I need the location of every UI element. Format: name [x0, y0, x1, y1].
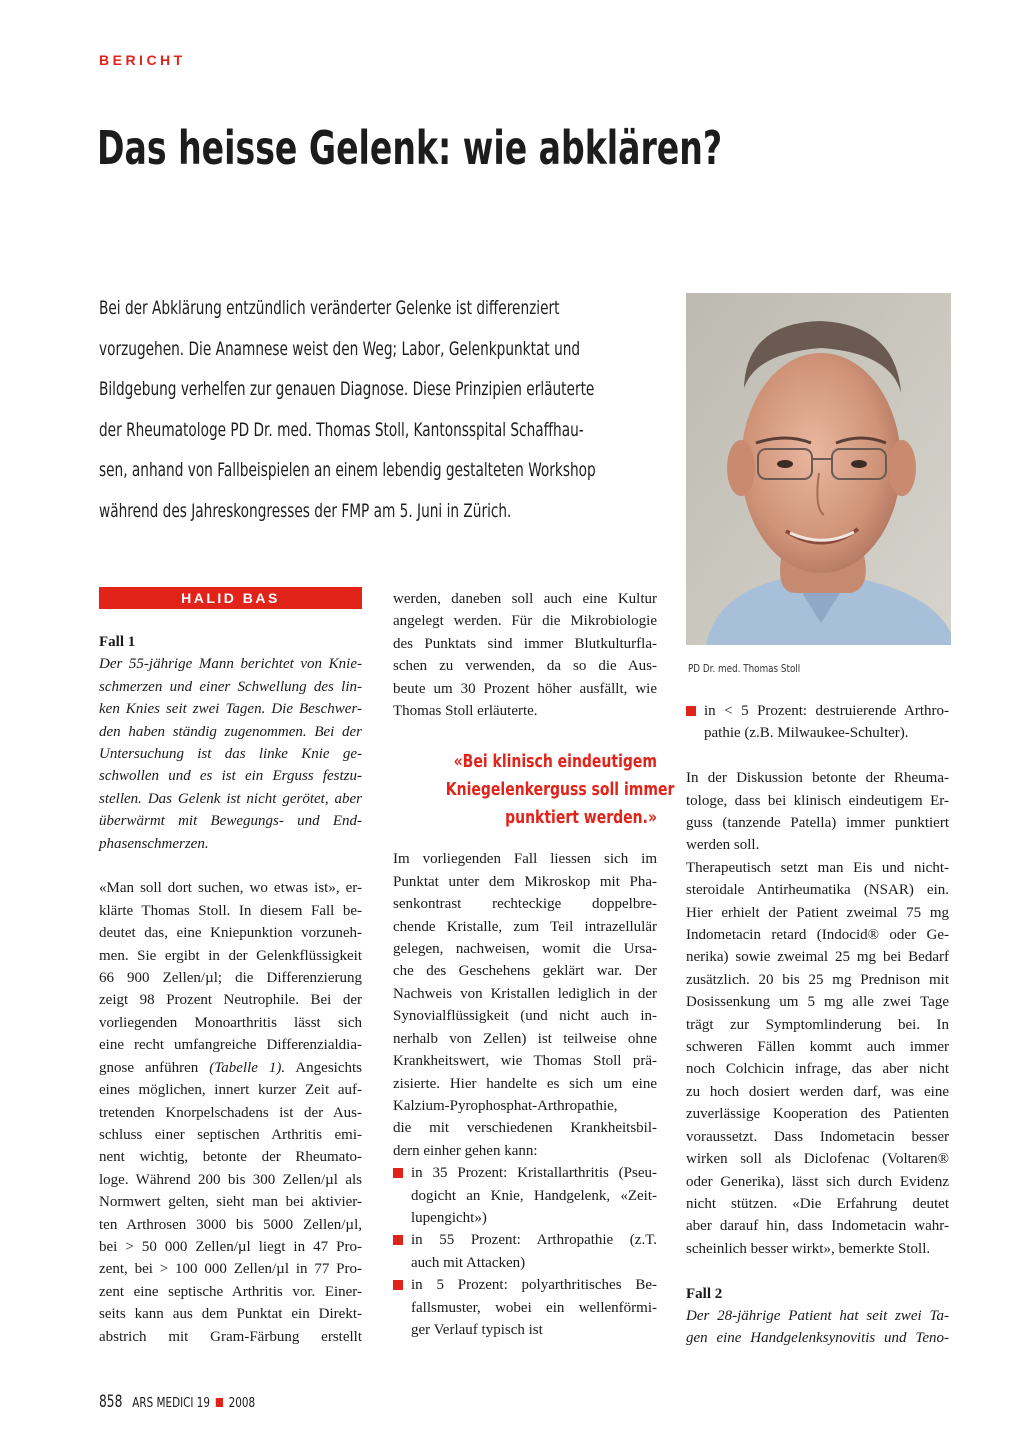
fall2-heading: Fall 2 [686, 1285, 723, 1302]
article-title: Das heisse Gelenk: wie abklären? [97, 121, 723, 175]
text-line: Therapeutisch setzt man Eis und nicht- [686, 859, 949, 876]
fall1-intro [99, 653, 362, 855]
text-line: dern einher gehen kann: [393, 1142, 538, 1159]
text-line: in 5 Prozent: polyarthritisches Be- [411, 1277, 657, 1294]
section-kicker: BERICHT [99, 52, 186, 68]
text-line: chende Kristalle, zum Teil intrazellulär [393, 918, 657, 935]
text-line: Dosissenkung um 5 mg alle zwei Tage [686, 994, 949, 1011]
lead-line: der Rheumatologe PD Dr. med. Thomas Stoll, Kantonsspital Schaffhau- [99, 418, 584, 441]
text-line: schmerzen und einer Schwellung des lin- [99, 678, 362, 695]
text-fragment: Angesichts [295, 1059, 362, 1076]
text-line: In der Diskussion betonte der Rheuma- [686, 770, 949, 787]
text-line: steroidale Antirheumatika (NSAR) ein. [686, 882, 949, 899]
column-1 [99, 631, 362, 1348]
text-line: auch mit Attacken) [411, 1254, 526, 1271]
text-line: Untersuchung ist das linke Knie ge- [99, 746, 362, 763]
text-line: voraussetzt. Dass Indometacin besser [686, 1128, 949, 1145]
text-line: werden, daneben soll auch eine Kultur [393, 591, 657, 607]
text-line: deutet das, eine Kniepunktion vorzuneh- [99, 925, 362, 942]
lead-line: vorzugehen. Die Anamnese weist den Weg; Labor, Gelenkpunktat und [99, 337, 581, 360]
text-line: vorliegenden Monoarthritis lässt sich [99, 1014, 362, 1031]
text-line: ken Knies seit zwei Tagen. Die Beschwer- [99, 701, 362, 718]
text-line: Im vorliegenden Fall liessen sich im [393, 851, 657, 868]
text-line: seits kann aus dem Punktat ein Direkt- [99, 1306, 362, 1323]
col3-discussion [686, 767, 949, 857]
text-line: nent wichtig, betonte der Rheumato- [99, 1149, 362, 1166]
portrait-illustration [686, 293, 951, 645]
quote-line: «Bei klinisch eindeutigem [453, 752, 657, 773]
fall1-body [99, 877, 362, 1348]
text-line: zu hoch dosiert werden darf, was eine [686, 1083, 949, 1100]
text-line: Krankheitswert, wie Thomas Stoll prä- [393, 1053, 657, 1070]
text-line: eines möglichen, innert kurzer Zeit auf- [99, 1082, 362, 1099]
text-line: in 35 Prozent: Kristallarthritis (Pseu- [411, 1165, 657, 1182]
photo-caption: PD Dr. med. Thomas Stoll [688, 662, 801, 675]
text-line: Kalzium-Pyrophosphat-Arthropathie, [393, 1097, 618, 1114]
text-line: überwärmt mit Bewegungs- und End- [99, 813, 362, 830]
text-line [99, 1057, 362, 1079]
text-line: Punktat unter dem Mikroskop mit Pha- [393, 873, 657, 890]
text-line: gelegen, nachweisen, womit die Ursa- [393, 941, 657, 958]
lead-line: Bildgebung verhelfen zur genauen Diagnose. Diese Prinzipien erläuterte [99, 378, 595, 400]
journal-name: ARS MEDICI 19 [132, 1396, 211, 1411]
text-line: nicht stützen. «Die Erfahrung deutet [686, 1195, 949, 1212]
text-line: schen zu verwenden, da so die Aus- [393, 658, 657, 675]
text-line: beute um 30 Prozent höher ausfällt, wie [393, 680, 657, 697]
text-line: schluss einer septischen Arthritis emi- [99, 1126, 362, 1143]
text-line: schwollen und es ist ein Erguss festzu- [99, 768, 362, 785]
lead-line: Bei der Abklärung entzündlich veränderter Gelenke ist differenziert [99, 297, 560, 319]
text-line: ger Verlauf typisch ist [411, 1321, 543, 1338]
text-line: Normwert gelten, sieht man bei aktivier- [99, 1194, 362, 1211]
text-line: Der 28-jährige Patient hat seit zwei Ta- [686, 1307, 949, 1324]
text-line: zeigt 98 Prozent Neutrophile. Bei der [99, 992, 362, 1009]
text-line: men. Sie ergibt in der Gelenkflüssigkeit [99, 947, 362, 964]
text-line: zent, bei > 100 000 Zellen/µl in 77 Pro- [99, 1261, 362, 1278]
text-fragment: gnose anführen [99, 1059, 199, 1076]
text-line: wirken soll als Diclofenac (Voltaren® [686, 1151, 949, 1168]
footer-square-icon [216, 1398, 223, 1407]
bullet-square-icon [686, 706, 696, 716]
portrait-photo [686, 293, 951, 645]
text-line: oder Generika), lässt sich durch Evidenz [686, 1173, 949, 1190]
bullet-square-icon [393, 1280, 403, 1290]
text-line: Indometacin retard (Indocid® oder Ge- [686, 927, 949, 944]
bullet-item [393, 1162, 657, 1229]
text-line: die mit verschiedenen Krankheitsbil- [393, 1120, 657, 1137]
text-line: den haben ständig zugenommen. Bei der [99, 723, 362, 740]
page-number: 858 [99, 1392, 123, 1412]
page-footer [99, 1392, 255, 1412]
lead-line: sen, anhand von Fallbeispielen an einem lebendig gestalteten Workshop [99, 459, 596, 481]
text-line: in 55 Prozent: Arthropathie (z.T. [411, 1232, 657, 1249]
text-line: aber darauf hin, dass Indometacin wahr- [686, 1218, 949, 1235]
text-line: zusätzlich. 20 bis 25 mg Prednison mit [686, 971, 949, 988]
column-2 [393, 588, 675, 1341]
text-line: werden soll. [686, 837, 760, 854]
quote-line: punktiert werden.» [505, 808, 657, 829]
text-line: nerhalb von Zellen) ist teilweise ohne [393, 1030, 657, 1047]
fall1-heading: Fall 1 [99, 634, 136, 650]
col2-top-text [393, 588, 657, 722]
bullet-square-icon [393, 1168, 403, 1178]
text-line: in < 5 Prozent: destruierende Arthro- [704, 703, 949, 719]
col3-therapy [686, 857, 949, 1260]
text-line: dogicht an Knie, Handgelenk, «Zeit- [411, 1187, 657, 1204]
text-line: noch Colchicin infrage, das aber nicht [686, 1061, 949, 1078]
text-line: Synovialflüssigkeit (und nicht auch in- [393, 1008, 657, 1025]
text-line: tologe, dass bei klinisch eindeutigem Er- [686, 792, 949, 809]
text-line: Hier erhielt der Patient zweimal 75 mg [686, 904, 949, 921]
text-line: bei > 50 000 Zellen/µl liegt in 47 Pro- [99, 1238, 362, 1255]
quote-line: Kniegelenkerguss soll immer [445, 780, 675, 801]
text-line: zuverlässige Kooperation des Patienten [686, 1106, 949, 1123]
text-line: stellen. Das Gelenk ist nicht gerötet, aber [99, 790, 362, 807]
text-line: schweren Fällen kommt auch immer [686, 1039, 949, 1056]
bullet-item [686, 700, 949, 745]
fall2-intro [686, 1305, 949, 1350]
text-line: pathie (z.B. Milwaukee-Schulter). [704, 725, 909, 742]
column-3 [686, 700, 949, 1350]
text-line: loge. Während 200 bis 300 Zellen/µl als [99, 1171, 362, 1188]
journal-year: 2008 [228, 1396, 256, 1411]
text-line: guss (tanzende Patella) immer punktiert [686, 815, 949, 832]
text-line: Thomas Stoll erläuterte. [393, 703, 538, 720]
text-line: tretenden Knorpelschadens ist der Aus- [99, 1104, 362, 1121]
text-line: klärte Thomas Stoll. In diesem Fall be- [99, 902, 362, 919]
bullet-item [393, 1274, 657, 1341]
table-reference: (Tabelle 1). [209, 1059, 286, 1076]
text-line: lupengicht») [411, 1209, 487, 1226]
text-line: gen eine Handgelenksynovitis und Teno- [686, 1330, 949, 1347]
text-line: 66 900 Zellen/µl; die Differenzierung [99, 970, 362, 987]
text-line: fallsmuster, wobei ein wellenförmi- [411, 1299, 657, 1316]
bullet-item [393, 1229, 657, 1274]
text-line: phasenschmerzen. [99, 835, 209, 852]
text-line: eine recht umfangreiche Differenzialdia- [99, 1037, 362, 1054]
text-line: nerika) sowie zweimal 25 mg bei Bedarf [686, 949, 949, 966]
bullet-square-icon [393, 1235, 403, 1245]
text-line: trägt zur Symptomlinderung bei. In [686, 1016, 949, 1033]
text-line: abstrich mit Gram-Färbung erstellt [99, 1328, 362, 1345]
text-line: scheinlich besser wirkt», bemerkte Stoll. [686, 1240, 931, 1257]
text-line: che des Geschehens geklärt war. Der [393, 963, 657, 980]
text-line: Nachweis von Kristallen lediglich in der [393, 985, 657, 1002]
lead-line: während des Jahreskongresses der FMP am 5. Juni in Zürich. [99, 499, 512, 522]
text-line: angelegt werden. Für die Mikrobiologie [393, 613, 657, 630]
text-line: zent eine septische Arthritis vor. Einer- [99, 1283, 362, 1300]
text-line: «Man soll dort suchen, wo etwas ist», er- [99, 880, 362, 897]
author-byline: HALID BAS [99, 587, 362, 609]
col2-body [393, 848, 657, 1162]
text-line: Der 55-jährige Mann berichtet von Knie- [99, 656, 362, 673]
text-line: zisierte. Hier handelte es sich um eine [393, 1075, 657, 1092]
pull-quote [445, 748, 675, 832]
article-lead [99, 288, 657, 531]
text-line: des Punktats sind immer Blutkulturfla- [393, 635, 657, 652]
text-line: senkontrast rechteckige doppelbre- [393, 896, 657, 913]
text-line: ten Arthrosen 3000 bis 5000 Zellen/µl, [99, 1216, 362, 1233]
